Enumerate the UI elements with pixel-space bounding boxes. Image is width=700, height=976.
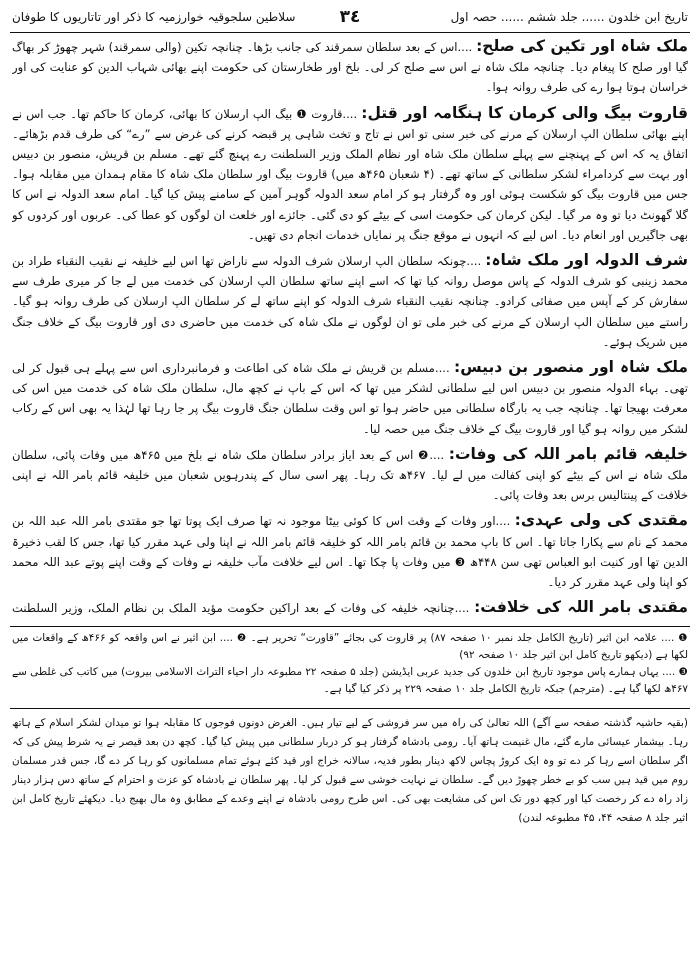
section-text: ....قاروت ❶ بیگ الپ ارسلان کا بھائی، کرمان کا حاکم تھا۔ جب اس نے اپنے بھائی سلطان الپ ارسلان کے مرنے کی خبر سنی تو اس نے تاج و تخت شاہی پر قبضہ کرنے کی غرض سے ”رے“ کی طرف قدم بڑھائے۔ اتفاق یہ کہ اس کے پہنچنے سے پہلے سلطان ملک شاہ اور نظام الملک وزیر السلطنت رے پہنچ گئے تھے۔ مسلم بن قریش، منصور بن دبیس اور بہت سے کردامراء لشکر سلطانی کے ساتھ تھے۔ (۴ شعبان ۴۶۵ھ میں) قاروت بیگ اور سلطان ملک شاہ کا مقام ہمدان میں مقابلہ ہوا۔ جس میں قاروت بیگ کو شکست ہوئی اور وہ گرفتار ہو کر امام سعد الدولہ گوہر آمین کے سامنے پیش کیا گیا۔ امام سعد الدولہ نے اس کا گلا گھونٹ دیا تو وہ مر گیا۔ لیکن کرمان کی حکومت اسی کے بیٹے کو دی گئی۔ جائزے اور خلعت ان لوگوں کو عطا کی۔ عربوں اور کردوں کو بھی جاگیریں اور انعام دیا۔ اس لیے کہ انہوں نے موقع جنگ پر نمایاں خدمات انجام دی تھیں۔ [12,106,688,242]
header-rule [10,32,690,33]
footnote-rule [10,626,690,627]
section-paragraph [12,357,688,439]
section-heading: قاروت بیگ والی کرمان کا ہنگامہ اور قتل: [361,103,688,122]
page-number: ٣٤ [339,7,361,27]
section-paragraph [12,36,688,98]
book-title: تاریخ ابن خلدون ...... جلد ششم ...... حصہ اول [450,10,688,24]
section-paragraph [12,597,688,621]
section-paragraph [12,250,688,352]
footnotes [12,630,688,700]
page-header [12,4,688,30]
section-heading: ملک شاہ اور منصور بن دبیس: [454,358,688,377]
section-paragraph [12,103,688,245]
section-heading: شرف الدولہ اور ملک شاہ: [485,251,688,270]
section-paragraph [12,510,688,592]
footnote: ❶ .... علامہ ابن اثیر (تاریخ الکامل جلد نمبر ۱۰ صفحہ ۸۷) پر قاروت کی بجائے ”قاورت“ تحریر ہے۔ ❷ .... ابن اثیر نے اس واقعہ کو ۴۶۶ھ کے واقعات میں لکھا ہے (دیکھو تاریخ کامل ابن اثیر جلد ۱۰ صفحہ ۹۲) [12,632,688,661]
main-text [12,36,688,621]
section-text: ....مسلم بن قریش نے ملک شاہ کی اطاعت و فرمانبرداری اس سے پہلے ہی قبول کر لی تھی۔ بہاء الدولہ منصور بن دبیس اس لیے سلطانی لشکر میں تھا کہ اس کے باپ نے کچھ مال، سلطان ملک شاہ کی خدمت میں اس کی معرفت بھیجا تھا۔ چنانچہ جب یہ بارگاہ سلطانی میں حاضر ہوا تو اس وقت سلطان جنگ قاروت بیگ پر جا رہا تھا لہٰذا یہ بھی اس کے رکاب لشکر میں روانہ ہو گیا اور قاروت بیگ کے خلاف جنگ میں حصہ لیا۔ [12,361,688,436]
section-paragraph [12,444,688,506]
bottom-note-rule [10,708,690,709]
footnote: ❸ .... یہاں ہمارے پاس موجود تاریخ ابن خلدون کی جدید عربی ایڈیشن (جلد ۵ صفحہ ۲۲ مطبوعہ دار احیاء التراث الاسلامی بیروت) میں کاتب کی غلطی سے ۴۶۷ھ لکھا گیا ہے۔ (مترجم) جبکہ تاریخ الکامل جلد ۱۰ صفحہ ۲۲۹ پر ذکر کیا گیا ہے۔ [12,666,688,695]
section-heading: مقتدی کی ولی عہدی: [514,511,688,530]
section-heading: مقتدی بامر اللہ کی خلافت: [474,598,688,617]
continued-footnote-text: (بقیہ حاشیہ گذشتہ صفحہ سے آگے) اللہ تعالیٰ کی راہ میں سر فروشی کے لیے تیار ہیں۔ الغرض دونوں فوجوں کا مقابلہ ہوا تو میدان لشکر اسلام کے ہاتھ رہا۔ بیشمار عیسائی مارے گئے، مال غنیمت ہاتھ آیا۔ رومی بادشاہ گرفتار ہو کر دربار سلطانی میں پیش کیا گیا۔ کچھ دن بعد قیصر نے یہ شرط پیش کی کہ اگر سلطان اسے رہا کر دے تو وہ ایک کروڑ پچاس لاکھ دینار بطور فدیہ، سالانہ خراج اور قید کئے ہوئے تمام مسلمانوں کو رہا کر دے گا، جس قدر مسلمان روم میں قید ہیں سب کو بے خطر چھوڑ دیں گے۔ سلطان نے نہایت خوشی سے قبول کر لیا۔ پھر سلطان نے بادشاہ کو عزت و احترام کے ساتھ دس ہزار دینار زاد راہ دے کر رخصت کیا اور کچھ دور تک اس کی مشایعت بھی کی۔ اس طرح رومی بادشاہ نے اپنے وعدے کے مطابق وہ مال بھیج دیا۔ دیکھئے تاریخ کامل ابن اثیر جلد ۸ صفحہ ۴۴، ۴۵ مطبوعہ لندن) [12,717,688,824]
section-text: ....چنانچہ خلیفہ کی وفات کے بعد اراکین حکومت مؤید الملک بن نظام الملک، وزیر السلطنت [12,601,470,616]
continued-footnote [12,714,688,964]
section-text: ....چونکہ سلطان الپ ارسلان شرف الدولہ سے ناراض تھا اس لیے خلیفہ نے نقیب النقباء طراد بن محمد زینبی کو شرف الدولہ کے پاس موصل روانہ کیا تھا کہ اسے اپنے ساتھ سلطان الپ ارسلان کی خدمت میں لے جا کر میری طرف سے سفارش کر کے آپس میں صفائی کرادو۔ چنانچہ نقیب النقباء شرف الدولہ کو اپنے ساتھ لے کر سلطان الپ ارسلان کی طرف روانہ ہو گیا۔ راستے میں سلطان الپ ارسلان کے مرنے کی خبر ملی تو ان لوگوں نے ملک شاہ کی خدمت میں حاضری دی اور قاروت بیگ کے خلاف جنگ میں شریک ہوئے۔ [12,254,688,349]
section-text: ....اور وفات کے وقت اس کا کوئی بیٹا موجود نہ تھا صرف ایک پوتا تھا جو مقتدی بامر اللہ عبد اللہ بن محمد کے نام سے پکارا جاتا تھا۔ اس کا باپ محمد بن قائم بامر اللہ کو خلیفہ قائم بامر اللہ نے اپنا ولی عہد مقرر کیا تھا، جس کا لقب ذخیرۃ الدین تھا اور کنیت ابو العباس تھی سن ۴۴۸ھ ❸ میں وفات پا چکا تھا۔ اس لیے خلافت مآب خلیفہ نے وفات کے وقت اپنے پوتے عبد اللہ محمد کو اپنا ولی عہد مقرر کر دیا۔ [12,514,688,590]
section-heading: ملک شاہ اور تکین کی صلح: [476,37,688,55]
section-heading: خلیفہ قائم بامر اللہ کی وفات: [448,444,688,463]
section-text: ....❷ اس کے بعد ایاز برادر سلطان ملک شاہ نے بلخ میں ۴۶۵ھ میں وفات پائی، سلطان ملک شاہ نے اس کے بیٹے کو اپنی کفالت میں لے لیا۔ ۴۶۷ھ تک رہا۔ پھر اسی سال کے پندرہویں شعبان میں خلیفہ قائم بامر اللہ نے اپنی خلافت کے پینتالیس برس بعد وفات پائی۔ [12,447,688,503]
section-text: ....اس کے بعد سلطان سمرقند کی جانب بڑھا۔ چنانچہ تکین (والی سمرقند) شہر چھوڑ کر بھاگ گیا اور صلح کا پیغام دیا۔ چنانچہ ملک شاہ نے اس سے صلح کر لی۔ بلخ اور طخارستان کی حکومت اپنے بھائی شہاب الدین کو عنایت کی اور خراسان ہوتا ہوا رے کی طرف روانہ ہوا۔ [12,40,688,95]
chapter-title: سلاطین سلجوقیہ خوارزمیہ کا ذکر اور تاتاریوں کا طوفان [11,10,296,24]
